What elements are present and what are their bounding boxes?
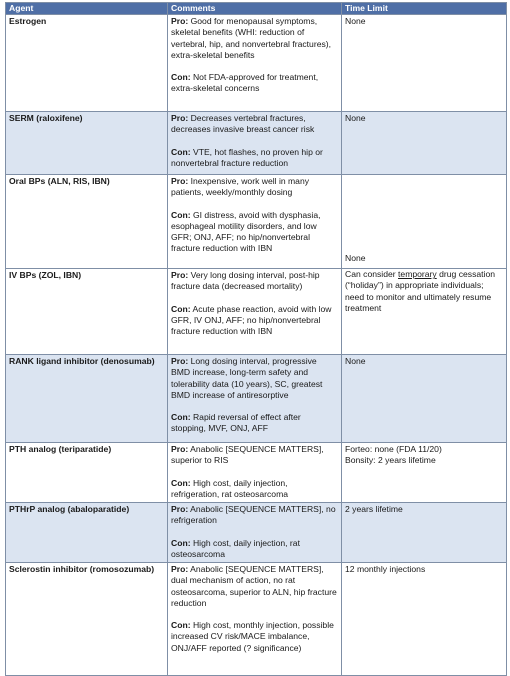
comments-cell <box>168 563 342 676</box>
con-label: Con: <box>171 412 191 423</box>
comments-cell <box>168 503 342 563</box>
time-limit-emphasis: temporary <box>398 269 437 280</box>
pro-label: Pro: <box>171 16 189 27</box>
header-agent: Agent <box>6 3 168 15</box>
time-limit-text-post: drug cessation (“holiday”) in appropriate individuals; need to monitor and ultimately resume treatment <box>345 269 495 313</box>
time-limit-cell <box>342 443 507 503</box>
con-label: Con: <box>171 303 191 314</box>
con-text: High cost, daily injection, rat osteosarcoma <box>171 537 300 559</box>
con-label: Con: <box>171 537 191 548</box>
pro-label: Pro: <box>171 356 189 367</box>
time-limit-line: Bonsity: 2 years lifetime <box>345 455 436 466</box>
pro-text: Inexpensive, work well in many patients, weekly/monthly dosing <box>171 176 310 198</box>
table-row <box>6 355 507 443</box>
table-row <box>6 269 507 355</box>
table-row <box>6 443 507 503</box>
table-row <box>6 112 507 175</box>
pro-text: Anabolic [SEQUENCE MATTERS], dual mechanism of action, no rat osteosarcoma, superior to ALN, hip fracture reduction <box>171 564 337 608</box>
osteoporosis-agents-table <box>5 2 507 676</box>
pro-text: Anabolic [SEQUENCE MATTERS], superior to RIS <box>171 444 324 466</box>
time-limit-cell: None <box>342 355 507 443</box>
agent-cell: Sclerostin inhibitor (romosozumab) <box>6 563 168 676</box>
time-limit-cell: None <box>342 15 507 112</box>
time-limit-cell: None <box>342 175 507 269</box>
table-row <box>6 563 507 676</box>
agent-cell: Oral BPs (ALN, RIS, IBN) <box>6 175 168 269</box>
agent-cell: IV BPs (ZOL, IBN) <box>6 269 168 355</box>
con-text: High cost, daily injection, refrigeration, rat osteosarcoma <box>171 477 289 499</box>
time-limit-text-pre: Can consider <box>345 269 399 280</box>
table-row <box>6 503 507 563</box>
agent-cell: SERM (raloxifene) <box>6 112 168 175</box>
pro-text: Good for menopausal symptoms, skeletal benefits (WHI: reduction of vertebral, hip, and nonvertebral fractures), extra-skeletal benefits <box>171 16 332 60</box>
comments-cell <box>168 355 342 443</box>
time-limit-cell <box>342 269 507 355</box>
con-label: Con: <box>171 477 191 488</box>
pro-text: Very long dosing interval, post-hip fracture data (decreased mortality) <box>171 270 320 292</box>
pro-label: Pro: <box>171 176 189 187</box>
pro-label: Pro: <box>171 564 189 575</box>
table-row <box>6 15 507 112</box>
con-label: Con: <box>171 209 191 220</box>
table-row <box>6 175 507 269</box>
agent-cell: Estrogen <box>6 15 168 112</box>
pro-label: Pro: <box>171 113 189 124</box>
comments-cell <box>168 175 342 269</box>
con-label: Con: <box>171 72 191 83</box>
time-limit-cell: None <box>342 112 507 175</box>
agent-cell: PTH analog (teriparatide) <box>6 443 168 503</box>
con-text: GI distress, avoid with dysphasia, esophageal motility disorders, and low GFR; ONJ, AFF; no hip/nonvertebral fracture reduction with IBN <box>171 209 321 254</box>
agent-cell: RANK ligand inhibitor (denosumab) <box>6 355 168 443</box>
con-label: Con: <box>171 146 191 157</box>
pro-label: Pro: <box>171 504 189 515</box>
table-header-row <box>6 3 507 15</box>
comments-cell <box>168 112 342 175</box>
con-text: High cost, monthly injection, possible increased CV risk/MACE imbalance, ONJ/AFF reported (? significance) <box>171 620 334 653</box>
time-limit-line: Forteo: none (FDA 11/20) <box>345 444 442 455</box>
pro-text: Decreases vertebral fractures, decreases invasive breast cancer risk <box>171 113 315 135</box>
header-comments: Comments <box>168 3 342 15</box>
con-label: Con: <box>171 620 191 631</box>
pro-label: Pro: <box>171 270 189 281</box>
con-text: Acute phase reaction, avoid with low GFR, IV ONJ, AFF; no hip/nonvertebral fracture reduction with IBN <box>171 303 332 337</box>
con-text: Rapid reversal of effect after stopping, MVF, ONJ, AFF <box>171 412 301 434</box>
time-limit-cell: 2 years lifetime <box>342 503 507 563</box>
con-text: VTE, hot flashes, no proven hip or nonvertebral fracture reduction <box>171 146 323 168</box>
pro-text: Long dosing interval, progressive BMD increase, long-term safety and tolerability data (10 years), SC, greatest BMD increase of antiresorptive <box>171 356 323 400</box>
comments-cell <box>168 15 342 112</box>
pro-label: Pro: <box>171 444 189 455</box>
comments-cell <box>168 269 342 355</box>
agent-cell: PTHrP analog (abaloparatide) <box>6 503 168 563</box>
con-text: Not FDA-approved for treatment, extra-skeletal concerns <box>171 72 319 94</box>
pro-text: Anabolic [SEQUENCE MATTERS], no refrigeration <box>171 504 336 526</box>
time-limit-cell: 12 monthly injections <box>342 563 507 676</box>
comments-cell <box>168 443 342 503</box>
header-time-limit: Time Limit <box>342 3 507 15</box>
